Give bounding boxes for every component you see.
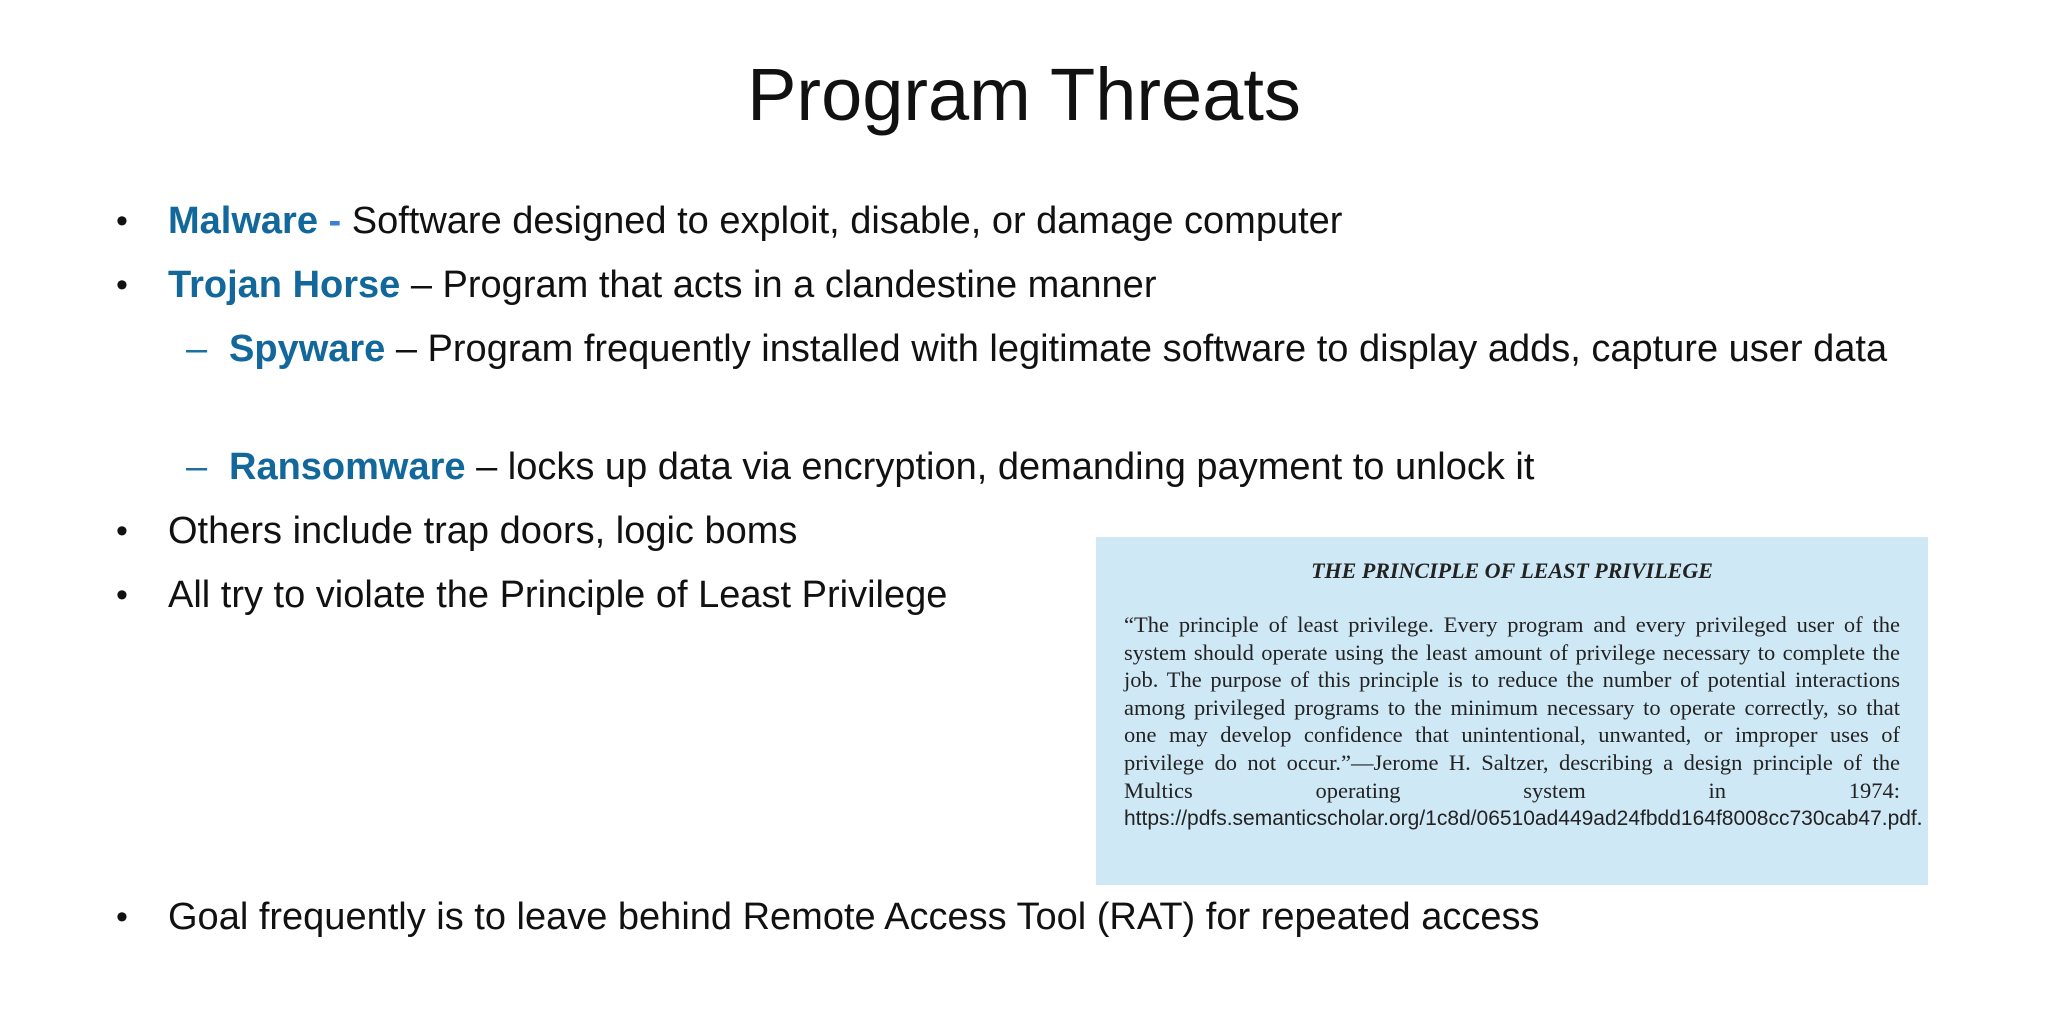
term-spyware: Spyware <box>229 328 386 370</box>
bullet-trojan <box>168 258 1968 312</box>
quote-end: . <box>1916 805 1923 831</box>
sub-bullet-spyware <box>229 322 1941 376</box>
sub-bullet-dash: – <box>186 328 208 370</box>
term-malware: Malware <box>168 200 318 242</box>
bullet-trojan-text: – Program that acts in a clandestine manner <box>400 264 1157 306</box>
quote-text: “The principle of least privilege. Every program and every privileged user of the system should operate using the least amount of privilege necessary to complete the job. The purpose of this principle is to reduce the number of potential interactions among privileged programs to the minimum necessary to operate correctly, so that one may develop confidence that unintentional, unwanted, or improper uses of privilege do not occur.”—Jerome H. Saltzer, describing a design principle of the Multics operating system in 1974: <box>1124 612 1900 803</box>
least-privilege-quote-box <box>1096 537 1928 885</box>
quote-source-url: https://pdfs.semanticscholar.org/1c8d/06510ad449ad24fbdd164f8008cc730cab47.pdf <box>1124 807 1917 831</box>
bullet-marker: • <box>116 202 128 240</box>
sub-bullet-dash: – <box>186 446 208 488</box>
quote-body <box>1124 611 1923 833</box>
bullet-others: Others include trap doors, logic boms <box>168 510 798 552</box>
sub-bullet-ransomware <box>229 440 1941 494</box>
bullet-marker: • <box>116 266 128 304</box>
term-ransomware: Ransomware <box>229 446 466 488</box>
bullet-marker: • <box>116 512 128 550</box>
term-trojan-horse: Trojan Horse <box>168 264 401 306</box>
bullet-marker: • <box>116 576 128 614</box>
bullet-malware <box>168 194 1968 248</box>
bullet-malware-text: Software designed to exploit, disable, or damage computer <box>351 200 1343 242</box>
sub-bullet-spyware-text: – Program frequently installed with legitimate software to display adds, capture user data <box>385 328 1888 370</box>
bullet-least-privilege: All try to violate the Principle of Least Privilege <box>168 574 948 616</box>
bullet-marker: • <box>116 898 128 936</box>
sub-bullet-ransomware-text: – locks up data via encryption, demanding payment to unlock it <box>465 446 1535 488</box>
slide-title: Program Threats <box>747 53 1301 136</box>
bullet-goal: Goal frequently is to leave behind Remote Access Tool (RAT) for repeated access <box>168 896 1540 938</box>
quote-heading: THE PRINCIPLE OF LEAST PRIVILEGE <box>1311 558 1713 583</box>
term-separator: - <box>317 200 352 242</box>
